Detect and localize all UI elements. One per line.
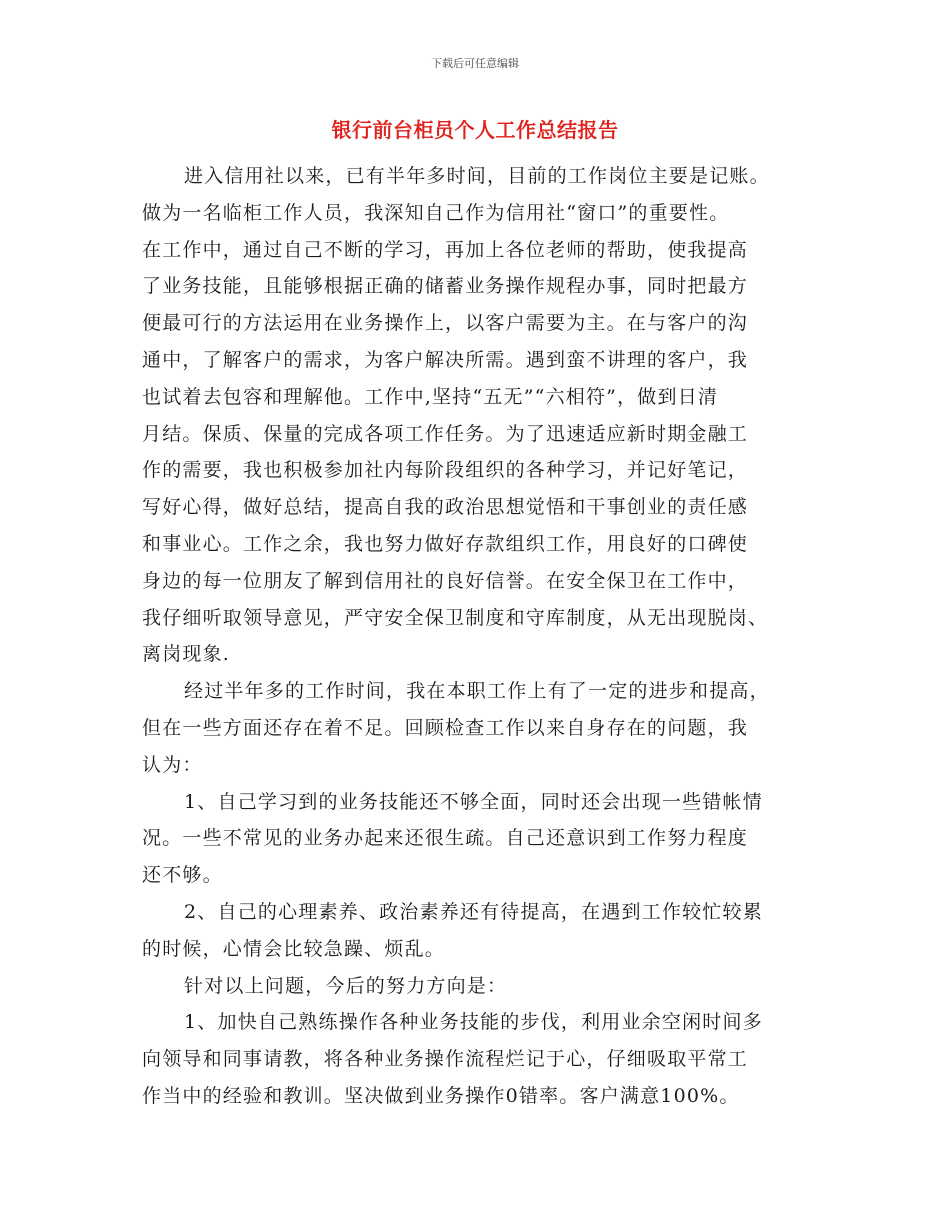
text-line: 作当中的经验和教训。坚决做到业务操作0错率。客户满意100%。 (142, 1084, 740, 1107)
text-line: 经过半年多的工作时间，我在本职工作上有了一定的进步和提高， (184, 680, 770, 703)
text-line: 的时候，心情会比较急躁、烦乱。 (142, 937, 446, 960)
text-line: 也试着去包容和理解他。工作中,坚持“五无”“六相符”，做到日清 (142, 385, 719, 408)
text-line: 2、自己的心理素养、政治素养还有待提高，在遇到工作较忙较累 (184, 900, 763, 923)
text-line: 和事业心。工作之余，我也努力做好存款组织工作，用良好的口碑使 (142, 532, 749, 555)
text-line: 写好心得，做好总结，提高自我的政治思想觉悟和干事创业的责任感 (142, 496, 749, 519)
text-line: 做为一名临柜工作人员，我深知自己作为信用社“窗口”的重要性。 (142, 201, 730, 224)
text-line: 认为： (142, 753, 203, 776)
header-note: 下载后可任意编辑 (431, 57, 519, 70)
text-line: 了业务技能，且能够根据正确的储蓄业务操作规程办事，同时把最方 (142, 275, 749, 298)
text-line: 便最可行的方法运用在业务操作上，以客户需要为主。在与客户的沟 (142, 312, 749, 335)
text-line: 但在一些方面还存在着不足。回顾检查工作以来自身存在的问题，我 (142, 716, 749, 739)
text-line: 1、加快自己熟练操作各种业务技能的步伐，利用业余空闲时间多 (184, 1011, 763, 1034)
text-line: 作的需要，我也积极参加社内每阶段组织的各种学习，并记好笔记， (142, 459, 749, 482)
text-line: 进入信用社以来，已有半年多时间，目前的工作岗位主要是记账。 (184, 165, 770, 187)
text-line: 还不够。 (142, 864, 223, 887)
text-line: 通中，了解客户的需求，为客户解决所需。遇到蛮不讲理的客户，我 (142, 348, 749, 371)
document-body (142, 158, 814, 1115)
text-line: 离岗现象. (142, 643, 231, 666)
text-line: 我仔细听取领导意见，严守安全保卫制度和守库制度，从无出现脱岗、 (142, 606, 769, 629)
text-line: 针对以上问题，今后的努力方向是： (184, 974, 508, 997)
text-line: 向领导和同事请教，将各种业务操作流程烂记于心，仔细吸取平常工 (142, 1048, 749, 1071)
text-line: 身边的每一位朋友了解到信用社的良好信誉。在安全保卫在工作中， (142, 569, 749, 592)
text-line: 月结。保质、保量的完成各项工作任务。为了迅速适应新时期金融工 (142, 422, 749, 445)
document-title: 银行前台柜员个人工作总结报告 (331, 118, 619, 142)
text-line: 况。一些不常见的业务办起来还很生疏。自己还意识到工作努力程度 (142, 827, 749, 850)
text-line: 1、自己学习到的业务技能还不够全面，同时还会出现一些错帐情 (184, 790, 763, 813)
text-line: 在工作中，通过自己不断的学习，再加上各位老师的帮助，使我提高 (142, 238, 749, 261)
